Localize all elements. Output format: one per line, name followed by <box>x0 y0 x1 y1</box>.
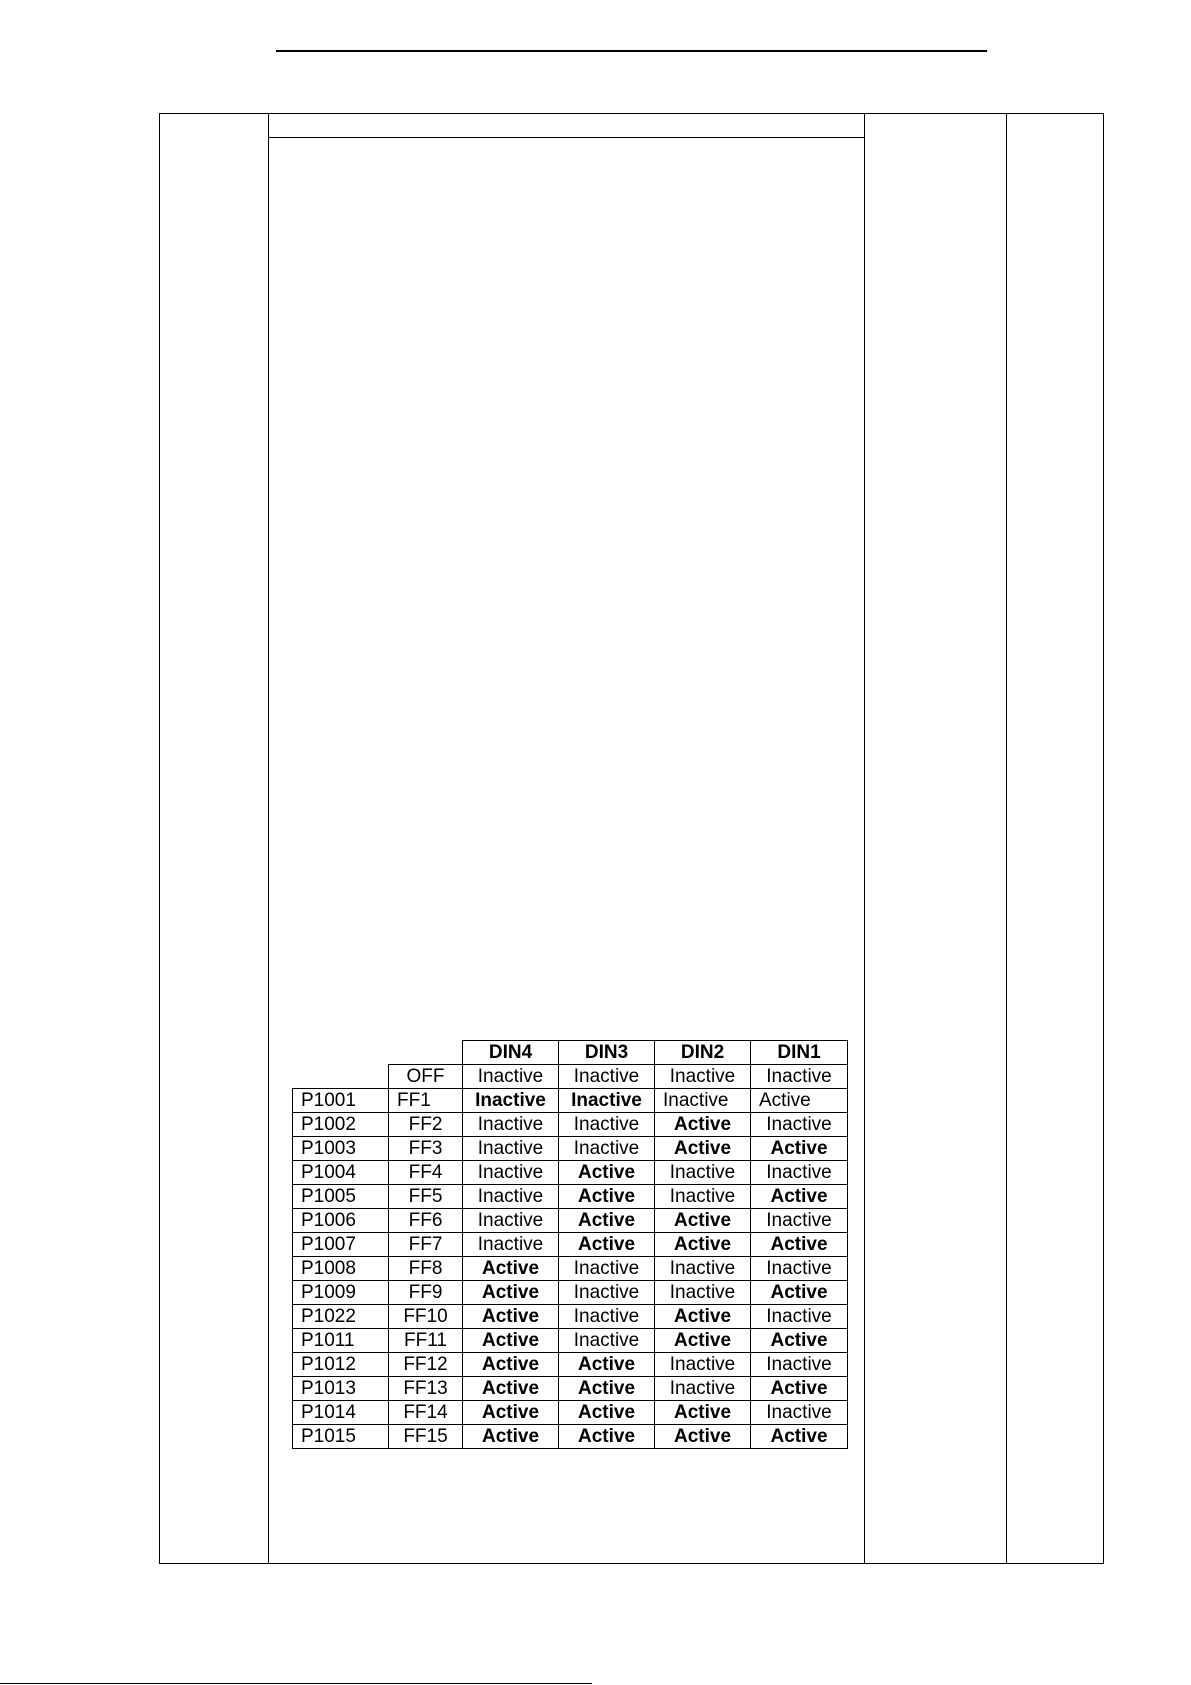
state-cell: Active <box>559 1161 655 1185</box>
state-cell: Inactive <box>463 1065 559 1089</box>
state-cell: Active <box>655 1305 751 1329</box>
state-cell: Inactive <box>559 1089 655 1113</box>
state-cell: Active <box>655 1137 751 1161</box>
param-cell: P1004 <box>293 1161 389 1185</box>
ff-cell: FF3 <box>389 1137 463 1161</box>
state-cell: Inactive <box>559 1113 655 1137</box>
state-cell: Active <box>559 1185 655 1209</box>
state-cell: Inactive <box>655 1281 751 1305</box>
param-cell: P1009 <box>293 1281 389 1305</box>
table-row <box>293 1377 848 1401</box>
state-cell: Inactive <box>463 1209 559 1233</box>
column-divider-3 <box>1006 113 1007 1564</box>
table-row <box>293 1425 848 1449</box>
state-cell: Active <box>559 1425 655 1449</box>
state-cell: Inactive <box>655 1161 751 1185</box>
state-cell: Inactive <box>751 1065 848 1089</box>
param-cell: P1001 <box>293 1089 389 1113</box>
header-din3: DIN3 <box>559 1041 655 1065</box>
ff-cell: FF13 <box>389 1377 463 1401</box>
table-row <box>293 1329 848 1353</box>
state-cell: Active <box>655 1425 751 1449</box>
title-cell-rule <box>268 137 865 138</box>
state-cell: Active <box>655 1209 751 1233</box>
param-cell: P1015 <box>293 1425 389 1449</box>
table-row <box>293 1257 848 1281</box>
table-row <box>293 1137 848 1161</box>
state-cell: Active <box>751 1089 848 1113</box>
state-cell: Active <box>559 1353 655 1377</box>
ff-cell: OFF <box>389 1065 463 1089</box>
state-cell: Inactive <box>655 1257 751 1281</box>
state-cell: Active <box>751 1281 848 1305</box>
table-row <box>293 1281 848 1305</box>
state-cell: Active <box>751 1329 848 1353</box>
state-cell: Active <box>463 1353 559 1377</box>
ff-cell: FF8 <box>389 1257 463 1281</box>
footer-rule <box>0 1683 592 1684</box>
ff-cell: FF15 <box>389 1425 463 1449</box>
state-cell: Inactive <box>463 1113 559 1137</box>
header-din4: DIN4 <box>463 1041 559 1065</box>
state-cell: Active <box>463 1305 559 1329</box>
ff-cell: FF11 <box>389 1329 463 1353</box>
param-cell: P1005 <box>293 1185 389 1209</box>
state-cell: Inactive <box>751 1257 848 1281</box>
param-cell: P1008 <box>293 1257 389 1281</box>
param-cell: P1011 <box>293 1329 389 1353</box>
state-cell: Active <box>463 1425 559 1449</box>
ff-cell: FF7 <box>389 1233 463 1257</box>
ff-cell: FF10 <box>389 1305 463 1329</box>
state-cell: Inactive <box>751 1401 848 1425</box>
state-cell: Inactive <box>559 1137 655 1161</box>
fixed-frequency-table <box>292 1040 848 1449</box>
state-cell: Inactive <box>751 1353 848 1377</box>
table-row-off <box>293 1065 848 1089</box>
state-cell: Inactive <box>655 1185 751 1209</box>
ff-cell: FF2 <box>389 1113 463 1137</box>
param-cell: P1002 <box>293 1113 389 1137</box>
state-cell: Active <box>463 1281 559 1305</box>
ff-cell: FF6 <box>389 1209 463 1233</box>
column-divider-1 <box>268 113 269 1564</box>
ff-cell: FF1 <box>389 1089 463 1113</box>
param-cell: P1013 <box>293 1377 389 1401</box>
table-row <box>293 1401 848 1425</box>
table-row <box>293 1209 848 1233</box>
state-cell: Inactive <box>655 1089 751 1113</box>
ff-cell: FF4 <box>389 1161 463 1185</box>
state-cell: Active <box>559 1233 655 1257</box>
state-cell: Active <box>751 1377 848 1401</box>
param-cell: P1007 <box>293 1233 389 1257</box>
state-cell: Inactive <box>559 1329 655 1353</box>
param-cell: P1014 <box>293 1401 389 1425</box>
table-header-row <box>293 1041 848 1065</box>
state-cell: Active <box>463 1329 559 1353</box>
state-cell: Inactive <box>463 1137 559 1161</box>
table-row <box>293 1353 848 1377</box>
table-row <box>293 1233 848 1257</box>
table-row <box>293 1113 848 1137</box>
state-cell: Inactive <box>559 1257 655 1281</box>
state-cell: Inactive <box>463 1233 559 1257</box>
param-cell: P1012 <box>293 1353 389 1377</box>
header-din2: DIN2 <box>655 1041 751 1065</box>
state-cell: Inactive <box>655 1353 751 1377</box>
state-cell: Inactive <box>751 1113 848 1137</box>
state-cell: Inactive <box>559 1065 655 1089</box>
state-cell: Inactive <box>463 1185 559 1209</box>
state-cell: Active <box>655 1113 751 1137</box>
ff-cell: FF14 <box>389 1401 463 1425</box>
blank-cell <box>293 1041 389 1065</box>
blank-cell <box>389 1041 463 1065</box>
state-cell: Inactive <box>751 1161 848 1185</box>
state-cell: Inactive <box>751 1305 848 1329</box>
state-cell: Active <box>559 1401 655 1425</box>
param-cell: P1003 <box>293 1137 389 1161</box>
state-cell: Inactive <box>463 1089 559 1113</box>
ff-cell: FF5 <box>389 1185 463 1209</box>
state-cell: Inactive <box>463 1161 559 1185</box>
table-row <box>293 1305 848 1329</box>
state-cell: Inactive <box>655 1377 751 1401</box>
state-cell: Active <box>751 1137 848 1161</box>
ff-cell: FF9 <box>389 1281 463 1305</box>
table-row <box>293 1161 848 1185</box>
column-divider-2 <box>864 113 865 1564</box>
state-cell: Active <box>751 1233 848 1257</box>
state-cell: Active <box>655 1401 751 1425</box>
state-cell: Inactive <box>751 1209 848 1233</box>
header-rule <box>276 50 987 52</box>
blank-cell <box>293 1065 389 1089</box>
header-din1: DIN1 <box>751 1041 848 1065</box>
param-cell: P1022 <box>293 1305 389 1329</box>
state-cell: Active <box>559 1209 655 1233</box>
state-cell: Inactive <box>559 1281 655 1305</box>
table-row <box>293 1185 848 1209</box>
state-cell: Active <box>463 1257 559 1281</box>
state-cell: Active <box>655 1233 751 1257</box>
state-cell: Active <box>655 1329 751 1353</box>
ff-cell: FF12 <box>389 1353 463 1377</box>
table-row <box>293 1089 848 1113</box>
state-cell: Inactive <box>559 1305 655 1329</box>
state-cell: Active <box>751 1185 848 1209</box>
state-cell: Inactive <box>655 1065 751 1089</box>
state-cell: Active <box>559 1377 655 1401</box>
param-cell: P1006 <box>293 1209 389 1233</box>
state-cell: Active <box>751 1425 848 1449</box>
state-cell: Active <box>463 1377 559 1401</box>
state-cell: Active <box>463 1401 559 1425</box>
